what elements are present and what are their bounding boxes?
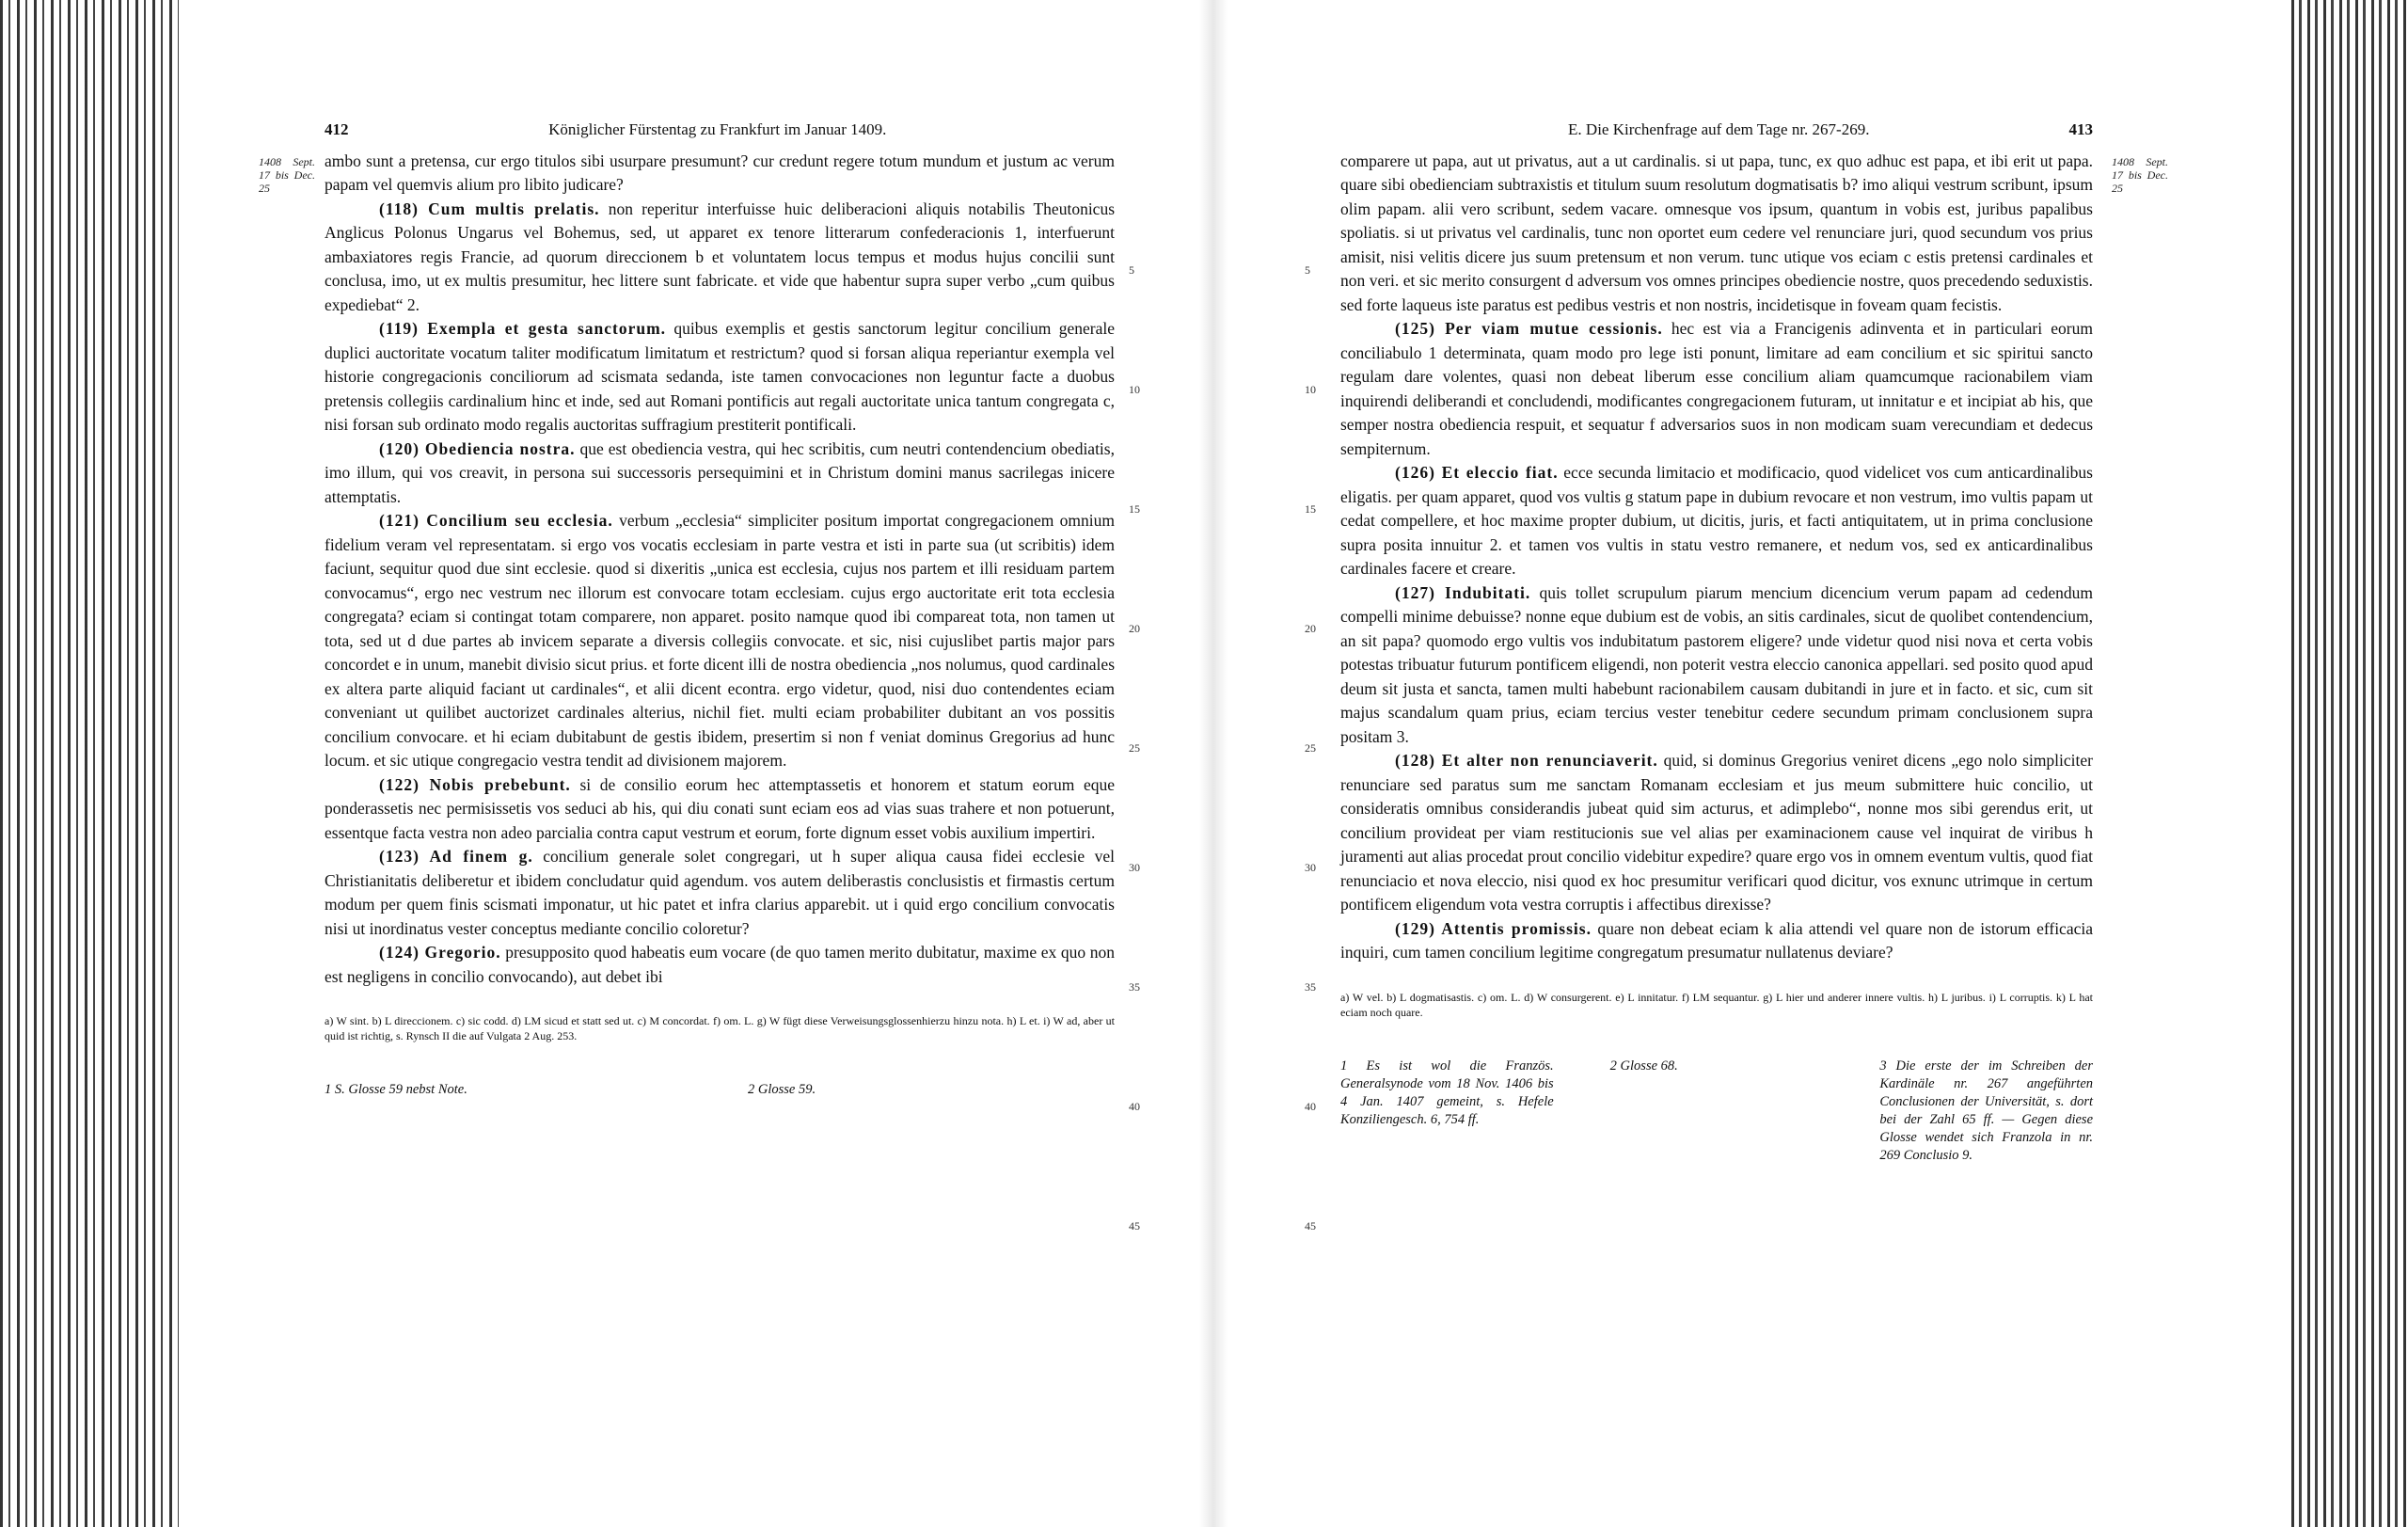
paragraph-text: quibus exemplis et gestis sanctorum legitur concilium generale duplici auctoritate vocatum taliter modificatum limitatum et restrictum? quod si forsan aliqua reperiantur exempla vel historie congregacionis conciliorum ad scismata sedanda, iste tamen convocaciones non leguntur facte a duobus pretensis collegiis cardinalium hinc et inde, sed aut Romani pontificis aut regali auctoritate unica tantum congregata c, nisi forsan sub ordinato modo regalis auctoritas suffragium prestiterit pontificali. [325, 319, 1116, 434]
line-number: 20 [1305, 622, 1316, 635]
paragraph-p122 [325, 773, 1115, 846]
gloss-heading: (126) Et eleccio fiat. [1395, 463, 1559, 482]
paragraph-text: verbum „ecclesia“ simpliciter positum importat congregacionem omnium fidelium veram vel representatam. si ergo vos vocatis ecclesiam in parte vestra et isti in parte sua (ut scribitis) idem faciunt, sequitur quod due sint ecclesie. quod si dixeritis „unica est ecclesia, cujus nos partem et illi residuam partem convocamus“, ergo nec vestrum nec illorum est convocare totam ecclesiam. cujus ergo auctoritate erit tota ecclesia congregata? eciam si contingat totam comparere, non apparet. posito namque quod ibi compareat tota, non tamen ut tota, sed ut d due partes ab invicem separate a diversis collegiis convocate. et sic, nisi cujuslibet partis major pars concordet e in unum, manebit divisio sicut prius. et forte dicent illi de nostra obediencia „nos nolumus, quod cardinales ex altera parte aliquid faciant ut cardinales“, et alii dicent econtra. ergo videtur, quod, nisi duo contendentes eciam conveniant ut quilibet auctorizet cardinales alterius, nichil fiet. multi eciam probabiliter dubitant an vos possitis concilium convocare. et hi eciam dubitabunt de gestis ibidem, presertim si non f veniat dominus Gregorius ad hunc locum. et sic utique congregacio vestra tendit ad divisionem majorem. [325, 511, 1116, 770]
paragraph-p123 [325, 845, 1115, 941]
footnote: 2 Glosse 68. [1609, 1058, 1678, 1074]
footnote: 1 S. Glosse 59 nebst Note. [325, 1082, 467, 1097]
right-page-edges [2286, 0, 2408, 1527]
paragraph-text: non reperitur interfuisse huic deliberacioni aliquis notabilis Theutonicus Anglicus Polonus Ungarus vel Bohemus, sed, ut apparet ex tenore litterarum confederacionis 1, interfuerunt ambaxiatores regis Francie, ad quorum direccionem b et voluntatem locus tempus et modus hujus concilii sunt conclusa, imo, ut ex multis presumitur, hec littere sunt fabricate. et vide que habentur supra super verbo „cum quibus expediebat“ 2. [325, 199, 1116, 314]
left-footnotes [325, 1081, 1115, 1099]
paragraph-text: quid, si dominus Gregorius veniret dicens „ego nolo simpliciter renunciare sed paratus sum me sanctam Romanam ecclesiam et jus meum submittere huic concilio, ut consideratis omnibus considerandis jubeat quid sim acturus, et adimplebo“, nonne mos sibi gerendus erit, ut concilium provideat per viam restitucionis sue vel alias per examinacionem cause vel inquirat de viribus h juramenti aut alias procedat prout concilio videbitur expedire? quare ergo vos in omnem eventum vultis, quod fiat renunciacio et nova eleccio, nisi quod ex hoc presumitur verificari quod dicitur, vos exnunc utrimque in certum pontificem eligendum vota vestra corruptis i affectibus direxisse? [1340, 751, 2093, 914]
gloss-heading: (129) Attentis promissis. [1395, 918, 1592, 938]
footnote: 3 Die erste der im Schreiben der Kardinäle nr. 267 angeführten Conclusionen der Universität, s. dort bei der Zahl 65 ff. — Gegen diese Glosse wendet sich Franzola in nr. 269 Conclusio 9. [1879, 1058, 2094, 1163]
left-body-text [325, 150, 1115, 990]
paragraph-text: si de consilio eorum hec attemptassetis et honorem et statum eorum eque ponderassetis nec permisissetis vos seduci ab his, qui diu conati sunt eciam eos ad vias suas trahere et non potuerunt, essentque facta vestra non adeo parcialia contra caput vestrum et eorum, forte dignum esset vobis auxilium impertiri. [325, 774, 1116, 842]
paragraph-text: presupposito quod habeatis eum vocare (de quo tamen merito dubitatur, maxime ex quo non est negligens in concilio convocando), aut debet ibi [325, 943, 1115, 986]
paragraph-r0 [1340, 150, 2093, 318]
paragraph-p127 [1340, 581, 2093, 750]
left-page-number: 412 [325, 120, 349, 138]
right-running-title: E. Die Kirchenfrage auf dem Tage nr. 267-269. [1568, 120, 1870, 138]
line-number: 20 [1129, 622, 1140, 635]
left-margin-date: 1408 Sept. 17 bis Dec. 25 [259, 155, 315, 195]
line-number: 45 [1129, 1219, 1140, 1233]
line-number: 35 [1305, 980, 1316, 994]
footnote: 1 Es ist wol die Französ. Generalsynode vom 18 Nov. 1406 bis 4 Jan. 1407 gemeint, s. Hefele Konziliengesch. 6, 754 ff. [1340, 1058, 1554, 1127]
gloss-heading: (124) Gregorio. [379, 943, 501, 962]
gloss-heading: (127) Indubitati. [1395, 582, 1531, 602]
line-number: 30 [1129, 861, 1140, 874]
line-number: 35 [1129, 980, 1140, 994]
left-page [259, 118, 1140, 1233]
paragraph-p120 [325, 437, 1115, 510]
paragraph-text: comparere ut papa, aut ut privatus, aut a ut cardinalis. si ut papa, tunc, ex quo adhuc est papa, et ibi erit ut papa. quare sibi obedienciam subtraxistis et titulum suum resolutum dogmatisatis b? imo aliqui vestrum scribunt, ipsum olim papam. alii vero scribunt, sedem vacare. omnesque vos ipsum, quantum in vobis est, juribus papalibus spoliatis. si ut privatus vel cardinalis, tunc non oportet eum cedere vel renunciare juri, quod secundum vos prius amisit, nisi velitis dicere jus suum pretensum et non verum. tunc utique vos eciam c estis pretensi cardinales et non veri. et sic merito consurgent d adversum vos omnes principes obediencie nostre, quos precedendo seduxistis. sed forte laqueus iste paratus est pedibus vestris et non nostris, incidetisque in foveam quam fecistis. [1340, 151, 2093, 314]
line-number: 40 [1129, 1100, 1140, 1113]
line-number: 40 [1305, 1100, 1316, 1113]
right-margin-date: 1408 Sept. 17 bis Dec. 25 [2112, 155, 2168, 195]
gloss-heading: (121) Concilium seu ecclesia. [379, 511, 613, 530]
left-page-edges [0, 0, 179, 1527]
paragraph-p124 [325, 941, 1115, 989]
paragraph-p0 [325, 150, 1115, 198]
book-gutter [1199, 0, 1228, 1527]
paragraph-p126 [1340, 461, 2093, 581]
left-apparatus: a) W sint. b) L direccionem. c) sic codd. d) LM sicud et statt sed ut. c) M concordat. f) om. L. g) W fügt diese Verweisungsglossenhierzu hinzu nota. h) L et. i) W ad, aber ut quid ist richtig, s. Rynsch II die auf Vulgata 2 Aug. 253. [325, 1014, 1115, 1042]
right-running-head [1340, 118, 2093, 142]
left-running-head [325, 118, 1115, 142]
paragraph-text: ambo sunt a pretensa, cur ergo titulos sibi usurpare presumunt? cur credunt regere totum mundum et justum ac verum papam vel quemvis alium pro libito judicare? [325, 151, 1115, 194]
right-page [1305, 118, 2168, 1233]
gloss-heading: (118) Cum multis prelatis. [379, 199, 600, 218]
paragraph-p118 [325, 198, 1115, 318]
line-number: 15 [1129, 502, 1140, 516]
line-number: 30 [1305, 861, 1316, 874]
paragraph-p129 [1340, 917, 2093, 965]
right-footnotes [1340, 1058, 2093, 1165]
paragraph-p125 [1340, 317, 2093, 461]
line-number: 25 [1129, 741, 1140, 755]
gloss-heading: (123) Ad finem g. [379, 847, 533, 866]
gloss-heading: (119) Exempla et gesta sanctorum. [379, 319, 667, 338]
line-number: 45 [1305, 1219, 1316, 1233]
gloss-heading: (122) Nobis prebebunt. [379, 774, 571, 794]
footnote: 2 Glosse 59. [748, 1082, 816, 1097]
line-number: 25 [1305, 741, 1316, 755]
line-number: 10 [1305, 383, 1316, 396]
line-number: 15 [1305, 502, 1316, 516]
paragraph-text: concilium generale solet congregari, ut h super aliqua causa fidei ecclesie vel Christianitatis deliberetur et ibidem concludatur quid agendum. vos autem deliberastis conclusistis et firmastis certum modum per quem finis scismati imponatur, ut hic patet et infra clarius apparebit. ut i quid ergo concilium convocatis nisi ut inordinatus vester conceptus mediante concilio coloretur? [325, 847, 1116, 938]
gloss-heading: (125) Per viam mutue cessionis. [1395, 319, 1663, 338]
right-apparatus: a) W vel. b) L dogmatisastis. c) om. L. d) W consurgerent. e) L innitatur. f) LM sequantur. g) L hier und anderer innere vultis. h) L juribus. i) L corruptis. k) L hat eciam noch quare. [1340, 990, 2093, 1019]
right-page-number: 413 [2068, 120, 2093, 138]
paragraph-text: que est obediencia vestra, qui hec scribitis, cum neutri contendencium obediatis, imo illum, qui vos creavit, in persona sui successoris persequimini et in Christum domini manus sacrilegas inicere attemptatis. [325, 438, 1115, 506]
gloss-heading: (120) Obediencia nostra. [379, 438, 576, 458]
gloss-heading: (128) Et alter non renunciaverit. [1395, 751, 1658, 770]
paragraph-text: quis tollet scrupulum piarum mencium dicencium verum papam ad cedendum compelli minime debuisse? nonne eque dubium est de vobis, an sitis cardinales, sicut de quolibet contendencium, an sit papa? quomodo ergo vultis vos indubitatum pastorem eligere? unde videtur quod nisi nova et certa vobis potestas tribuatur futurum pontificem eligendi, non poterit vestra eleccio canonica appellari. sed posito quod apud deum sit justa et sancta, tamen multi habebunt racionabilem causam dubitandi in jure et in facto. et sic, cum sit majus scandalum quam prius, eciam tercius vester tenebitur cedere secundum primam conclusionem supra positam 3. [1340, 582, 2094, 746]
line-number: 5 [1305, 263, 1310, 277]
paragraph-text: quare non debeat eciam k alia attendi vel quare non de istorum efficacia inquiri, cum tamen concilium legitime congregatum presumatur nullatenus deviare? [1340, 918, 2093, 962]
paragraph-text: hec est via a Francigenis adinventa et in particulari eorum conciliabulo 1 determinata, quam modo pro lege isti ponunt, limitare ad eam concilium et sic spiritui sancto regulam dare volentes, quasi non debeat liberum esse concilium aliam quamcumque racionabilem viam inquirendi deliberandi et concludendi, modificantes congregacionem futuram, ut innitatur e et incipiat ab his, que semper nostra obediencia respuit, et sequatur f adversarios suos in non modicam suam verecundiam et dedecus sempiternum. [1340, 319, 2094, 458]
paragraph-p121 [325, 509, 1115, 773]
line-number: 5 [1129, 263, 1134, 277]
paragraph-p119 [325, 317, 1115, 437]
paragraph-text: ecce secunda limitacio et modificacio, quod videlicet vos cum anticardinalibus eligatis. per quam apparet, quod vos vultis g statum pape in dubium revocare et non vestrum, imo vultis papam ut cedat compellere, et hoc maxime propter dubium, ut dicitis, juris, et facti antiquitatem, ut in prima conclusione supra posita innuitur 2. et tamen vos vultis in statu vestro remanere, et nedum vos, sed ex anticardinalibus cardinales facere et creare. [1340, 463, 2093, 578]
paragraph-p128 [1340, 749, 2093, 917]
left-running-title: Königlicher Fürstentag zu Frankfurt im Januar 1409. [548, 120, 887, 138]
right-body-text [1340, 150, 2093, 965]
line-number: 10 [1129, 383, 1140, 396]
